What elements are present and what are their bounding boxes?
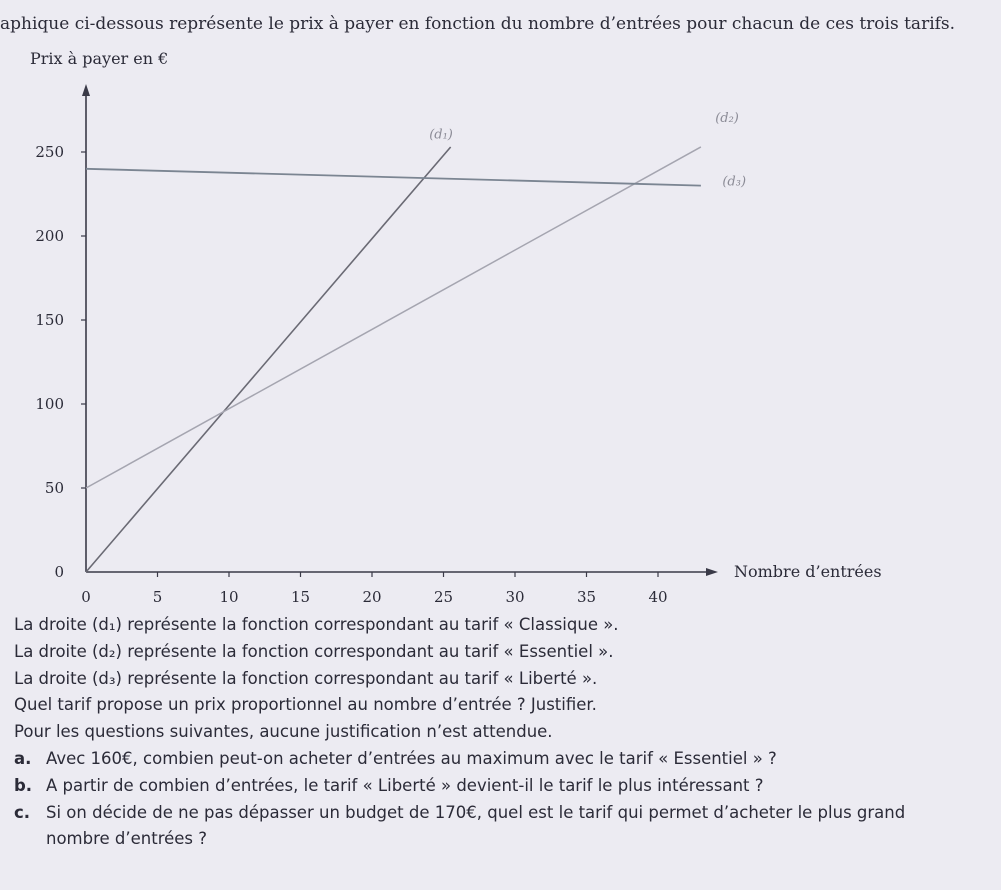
price-chart [0, 40, 1001, 612]
x-axis-arrow [706, 568, 718, 576]
question-a-label: a. [14, 748, 32, 768]
x-tick-label-15: 15 [290, 588, 311, 606]
x-tick-label-35: 35 [576, 588, 597, 606]
definition-d1: La droite (d₁) représente la fonction correspondant au tarif « Classique ». [14, 615, 619, 634]
x-tick-label-0: 0 [81, 588, 91, 606]
x-tick-label-25: 25 [433, 588, 454, 606]
series-line-d2 [86, 147, 701, 488]
question-main: Quel tarif propose un prix proportionnel au nombre d’entrée ? Justifier. [14, 695, 597, 715]
question-b [14, 773, 989, 800]
d1-symbol: (d₁) [92, 615, 122, 634]
intro-text: aphique ci-dessous représente le prix à payer en fonction du nombre d’entrées pour chacun de ces trois tarifs. [0, 14, 956, 34]
definition-d2: La droite (d₂) représente la fonction correspondant au tarif « Essentiel ». [14, 641, 614, 661]
series-lines [86, 111, 746, 572]
x-tick-label-5: 5 [152, 588, 163, 606]
series-label-d2: (d₂) [715, 110, 739, 126]
question-c-label: c. [14, 802, 31, 822]
y-tick-label-200: 200 [35, 227, 64, 245]
x-tick-label-20: 20 [362, 588, 382, 606]
chart-axes [82, 84, 718, 576]
x-axis-label: Nombre d’entrées [734, 562, 882, 581]
x-tick-label-40: 40 [648, 588, 668, 606]
question-b-label: b. [14, 775, 33, 795]
y-tick-label-50: 50 [44, 479, 64, 497]
definition-d3: La droite (d₃) représente la fonction correspondant au tarif « Liberté ». [14, 668, 598, 688]
y-axis-arrow [82, 84, 90, 96]
y-axis-label: Prix à payer en € [30, 49, 169, 68]
y-tick-label-250: 250 [35, 143, 64, 161]
y-tick-label-0: 0 [54, 563, 64, 581]
d3-symbol: (d₃) [92, 668, 122, 688]
y-tick-label-150: 150 [35, 311, 64, 329]
question-c [14, 800, 989, 827]
question-c-continuation: nombre d’entrées ? [46, 829, 208, 849]
question-a-text: Avec 160€, combien peut-on acheter d’entrées au maximum avec le tarif « Essentiel » ? [46, 748, 777, 768]
series-label-d3: (d₃) [722, 174, 747, 190]
tick-labels [35, 143, 667, 606]
x-tick-label-30: 30 [505, 588, 525, 606]
x-tick-label-10: 10 [219, 588, 239, 606]
series-line-d1 [86, 147, 451, 572]
d2-symbol: (d₂) [92, 641, 122, 661]
question-c-text: Si on décide de ne pas dépasser un budget de 170€, quel est le tarif qui permet d’acheter le plus grand [46, 802, 906, 822]
exercise-text [14, 612, 989, 853]
y-tick-label-100: 100 [35, 395, 64, 413]
instructions: Pour les questions suivantes, aucune justification n’est attendue. [14, 722, 553, 742]
question-a [14, 746, 989, 773]
series-line-d3 [86, 169, 701, 186]
question-b-text: A partir de combien d’entrées, le tarif « Liberté » devient-il le tarif le plus intéressant ? [46, 775, 764, 795]
series-label-d1: (d₁) [429, 127, 453, 143]
